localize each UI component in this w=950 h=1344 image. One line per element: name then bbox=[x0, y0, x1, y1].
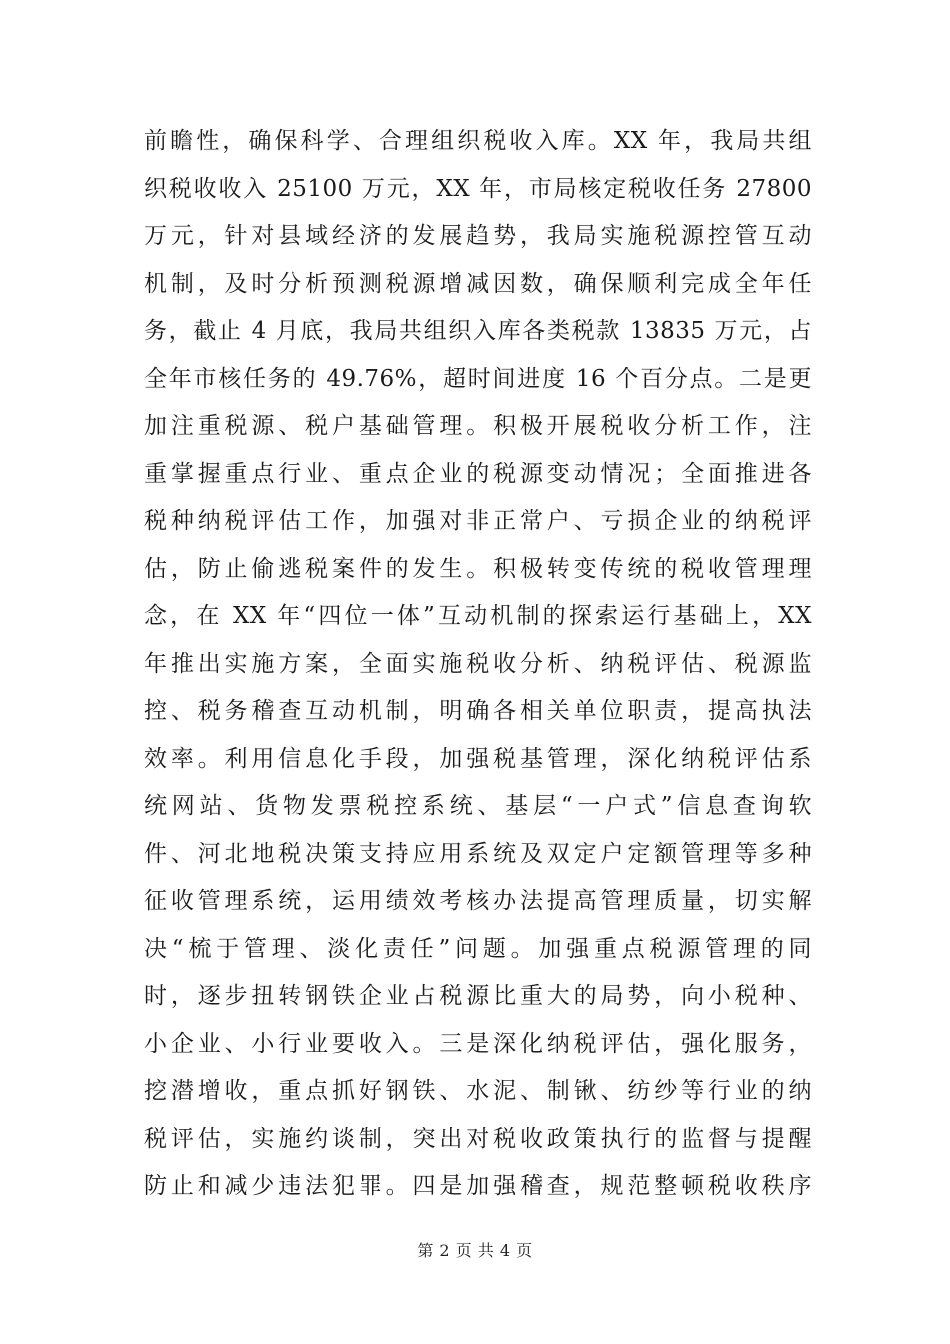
text-line: 织税收收入 25100 万元，XX 年，市局核定税收任务 27800 bbox=[144, 175, 812, 202]
text-line: 小企业、小行业要收入。三是深化纳税评估，强化服务， bbox=[144, 1030, 812, 1057]
text-line: 统网站、货物发票税控系统、基层“一户式”信息查询软 bbox=[144, 793, 812, 819]
text-line: 效率。利用信息化手段，加强税基管理，深化纳税评估系 bbox=[144, 745, 812, 772]
text-line: 时，逐步扭转钢铁企业占税源比重大的局势，向小税种、 bbox=[144, 983, 812, 1009]
text-line: 重掌握重点行业、重点企业的税源变动情况；全面推进各 bbox=[144, 460, 812, 487]
text-line: 控、税务稽查互动机制，明确各相关单位职责，提高执法 bbox=[144, 698, 812, 724]
page-footer: 第 2 页 共 4 页 bbox=[417, 1241, 533, 1260]
text-line: 务，截止 4 月底，我局共组织入库各类税款 13835 万元，占 bbox=[144, 318, 812, 344]
text-line: 征收管理系统，运用绩效考核办法提高管理质量，切实解 bbox=[144, 888, 812, 914]
text-line: 念，在 XX 年“四位一体”互动机制的探索运行基础上，XX bbox=[144, 603, 812, 629]
text-line: 加注重税源、税户基础管理。积极开展税收分析工作，注 bbox=[144, 413, 812, 439]
text-line: 挖潜增收，重点抓好钢铁、水泥、制锹、纺纱等行业的纳 bbox=[144, 1078, 812, 1104]
text-line: 机制，及时分析预测税源增减因数，确保顺利完成全年任 bbox=[144, 270, 812, 297]
text-line: 前瞻性，确保科学、合理组织税收入库。XX 年，我局共组 bbox=[144, 128, 812, 154]
text-line: 防止和减少违法犯罪。四是加强稽查，规范整顿税收秩序 bbox=[144, 1173, 812, 1199]
text-line: 税评估，实施约谈制，突出对税收政策执行的监督与提醒 bbox=[144, 1125, 812, 1152]
text-line: 件、河北地税决策支持应用系统及双定户定额管理等多种 bbox=[144, 840, 812, 867]
text-line: 年推出实施方案，全面实施税收分析、纳税评估、税源监 bbox=[144, 650, 812, 677]
text-line: 万元，针对县域经济的发展趋势，我局实施税源控管互动 bbox=[144, 223, 812, 249]
text-line: 全年市核任务的 49.76%，超时间进度 16 个百分点。二是更 bbox=[144, 365, 812, 392]
text-line: 估，防止偷逃税案件的发生。积极转变传统的税收管理理 bbox=[144, 555, 812, 582]
text-line: 税种纳税评估工作，加强对非正常户、亏损企业的纳税评 bbox=[144, 508, 812, 534]
body-text bbox=[144, 118, 812, 1211]
text-line: 决“梳于管理、淡化责任”问题。加强重点税源管理的同 bbox=[144, 935, 812, 962]
